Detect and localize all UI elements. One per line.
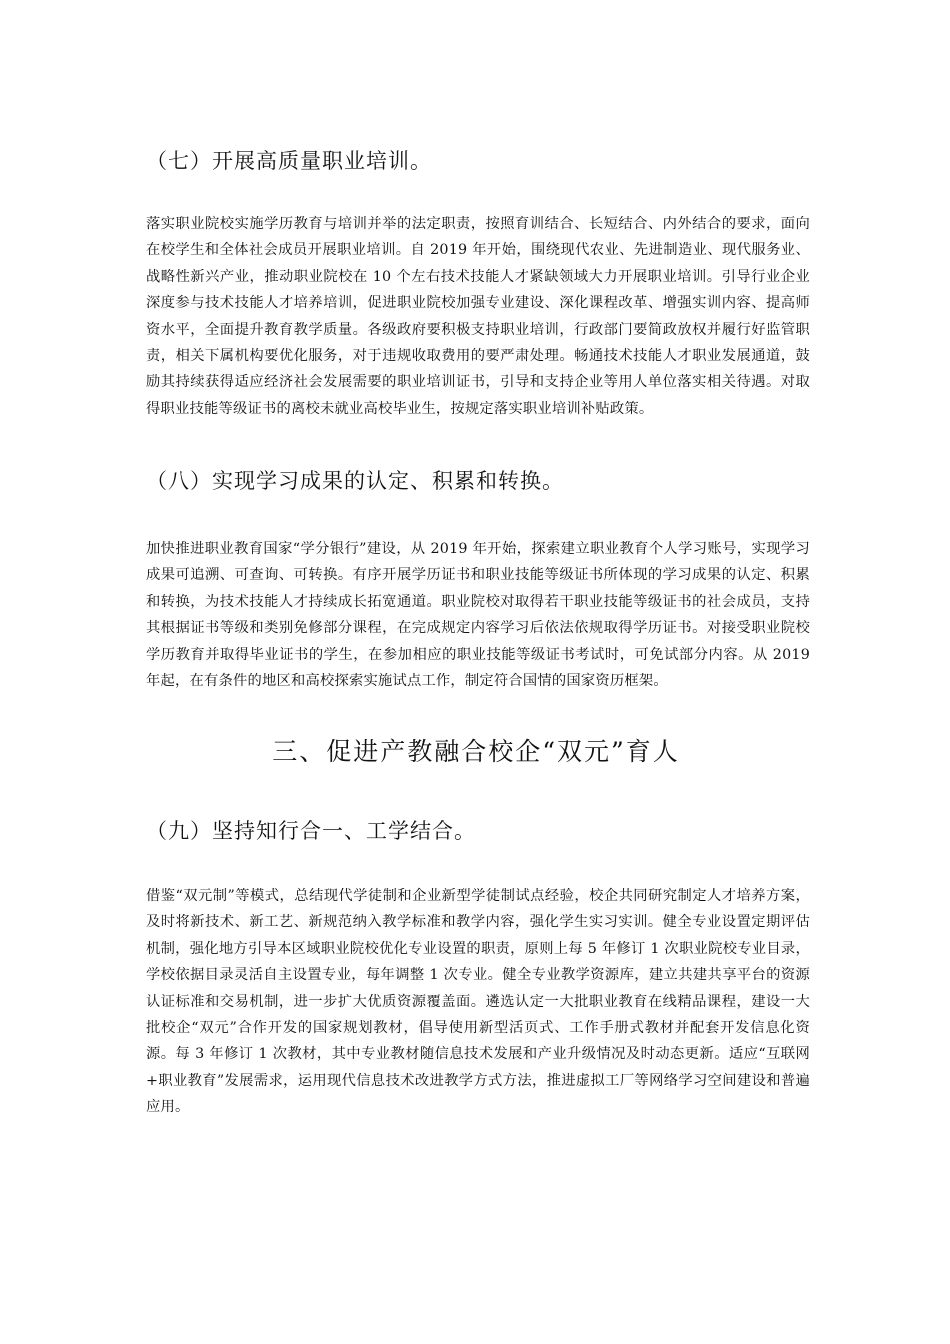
section-paragraph-7: 落实职业院校实施学历教育与培训并举的法定职责，按照育训结合、长短结合、内外结合的要求，面向在校学生和全体社会成员开展职业培训。自 2019 年开始，围绕现代农业、先进制造业、现代服务业、战略性新兴产业，推动职业院校在 10 个左右技术技能人才紧缺领域大力开展职业培训。引导行业企业深度参与技术技能人才培养培训，促进职业院校加强专业建设、深化课程改革、增强实训内容、提高师资水平，全面提升教育教学质量。各级政府要积极支持职业培训，行政部门要简政放权并履行好监管职责，相关下属机构要优化服务，对于违规收取费用的要严肃处理。畅通技术技能人才职业发展通道，鼓励其持续获得适应经济社会发展需要的职业培训证书，引导和支持企业等用人单位落实相关待遇。对取得职业技能等级证书的离校未就业高校毕业生，按规定落实职业培训补贴政策。	[146, 216, 810, 417]
section-heading-9: （九）坚持知行合一、工学结合。	[146, 819, 476, 843]
section-paragraph-9: 借鉴“双元制”等模式，总结现代学徒制和企业新型学徒制试点经验，校企共同研究制定人才培养方案，及时将新技术、新工艺、新规范纳入教学标准和教学内容，强化学生实习实训。健全专业设置定期评估机制，强化地方引导本区域职业院校优化专业设置的职责，原则上每 5 年修订 1 次职业院校专业目录，学校依据目录灵活自主设置专业，每年调整 1 次专业。健全专业教学资源库，建立共建共享平台的资源认证标准和交易机制，进一步扩大优质资源覆盖面。遴选认定一大批职业教育在线精品课程，建设一大批校企“双元”合作开发的国家规划教材，倡导使用新型活页式、工作手册式教材并配套开发信息化资源。每 3 年修订 1 次教材，其中专业教材随信息技术发展和产业升级情况及时动态更新。适应“互联网+职业教育”发展需求，运用现代信息技术改进教学方式方法，推进虚拟工厂等网络学习空间建设和普遍应用。	[146, 888, 810, 1116]
chapter-title: 三、促进产教融合校企“双元”育人	[272, 737, 680, 766]
section-paragraph-8: 加快推进职业教育国家“学分银行”建设，从 2019 年开始，探索建立职业教育个人学习账号，实现学习成果可追溯、可查询、可转换。有序开展学历证书和职业技能等级证书所体现的学习成果的认定、积累和转换，为技术技能人才持续成长拓宽通道。职业院校对取得若干职业技能等级证书的社会成员，支持其根据证书等级和类别免修部分课程，在完成规定内容学习后依法依规取得学历证书。对接受职业院校学历教育并取得毕业证书的学生，在参加相应的职业技能等级证书考试时，可免试部分内容。从 2019 年起，在有条件的地区和高校探索实施试点工作，制定符合国情的国家资历框架。	[146, 541, 810, 690]
section-heading-7: （七）开展高质量职业培训。	[146, 149, 432, 173]
section-heading-8: （八）实现学习成果的认定、积累和转换。	[146, 469, 564, 493]
